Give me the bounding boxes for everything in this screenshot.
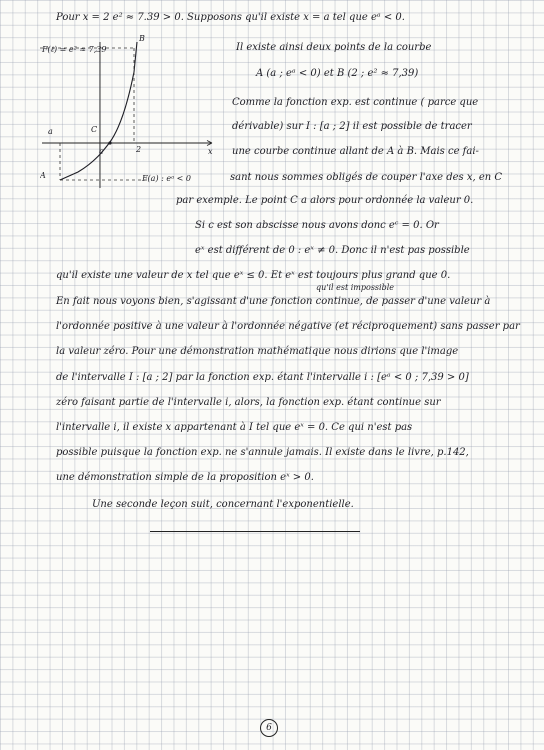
text-line-6: une courbe continue allant de A à B. Mais ce fai- (232, 146, 479, 157)
closing-rule (150, 531, 360, 532)
text-line-10: eˣ est différent de 0 : eˣ ≠ 0. Donc il n'est pas possible (195, 245, 470, 256)
text-line-7: sant nous sommes obligés de couper l'axe des x, en C (230, 172, 503, 183)
text-line-5: dérivable) sur I : [a ; 2] il est possible de tracer (232, 121, 472, 132)
curve-a-to-b (60, 42, 137, 180)
text-line-12: En fait nous voyons bien, s'agissant d'une fonction continue, de passer d'une valeur à (56, 296, 491, 307)
text-line-13: l'ordonnée positive à une valeur à l'ordonnée négative (et réciproquement) sans passer par (56, 321, 520, 332)
graph-label-fa: F(a) : eᵃ < 0 (142, 174, 191, 183)
text-line-14: la valeur zéro. Pour une démonstration mathématique nous dirions que l'image (56, 346, 459, 357)
graph-label-fb: F(ℓ) = e² ≈ 7,39 (42, 45, 107, 54)
graph-label-a-axis: a (48, 127, 53, 136)
text-line-16: zéro faisant partie de l'intervalle i, alors, la fonction exp. étant continue sur (56, 397, 441, 408)
text-line-15: de l'intervalle I : [a ; 2] par la fonction exp. étant l'intervalle i : [eᵃ < 0 ; 7,39 > 0] (56, 372, 469, 383)
graph-label-x: x (208, 147, 213, 156)
graph-label-c: c (99, 147, 104, 156)
graph-label-capital-c: C (91, 125, 98, 134)
text-line-19: une démonstration simple de la proposition eˣ > 0. (56, 472, 314, 483)
graph-label-2: 2 (136, 145, 142, 154)
text-line-1: Pour x = 2 e² ≈ 7.39 > 0. Supposons qu'il existe x = a tel que eᵃ < 0. (56, 12, 405, 23)
text-line-17: l'intervalle i, il existe x appartenant à I tel que eˣ = 0. Ce qui n'est pas (56, 422, 413, 433)
exponential-sketch-graph (40, 32, 220, 190)
point-c (108, 141, 111, 144)
text-line-11-insertion: qu'il est impossible (316, 283, 394, 292)
text-line-20: Une seconde leçon suit, concernant l'exponentielle. (92, 499, 354, 510)
graph-label-b: B (139, 34, 145, 43)
text-line-3: A (a ; eᵃ < 0) et B (2 ; e² ≈ 7,39) (256, 68, 419, 79)
text-line-2: Il existe ainsi deux points de la courbe (236, 42, 432, 53)
page-number: 6 (260, 719, 278, 737)
graph-label-a-point: A (40, 171, 46, 180)
text-line-4: Comme la fonction exp. est continue ( parce que (232, 97, 479, 108)
text-line-11: qu'il existe une valeur de x tel que eˣ ≤ 0. Et eˣ est toujours plus grand que 0. (56, 270, 451, 281)
text-line-9: Si c est son abscisse nous avons donc eᶜ = 0. Or (195, 220, 439, 231)
text-line-18: possible puisque la fonction exp. ne s'annule jamais. Il existe dans le livre, p.142, (56, 447, 469, 458)
text-line-8: par exemple. Le point C a alors pour ordonnée la valeur 0. (176, 195, 474, 206)
